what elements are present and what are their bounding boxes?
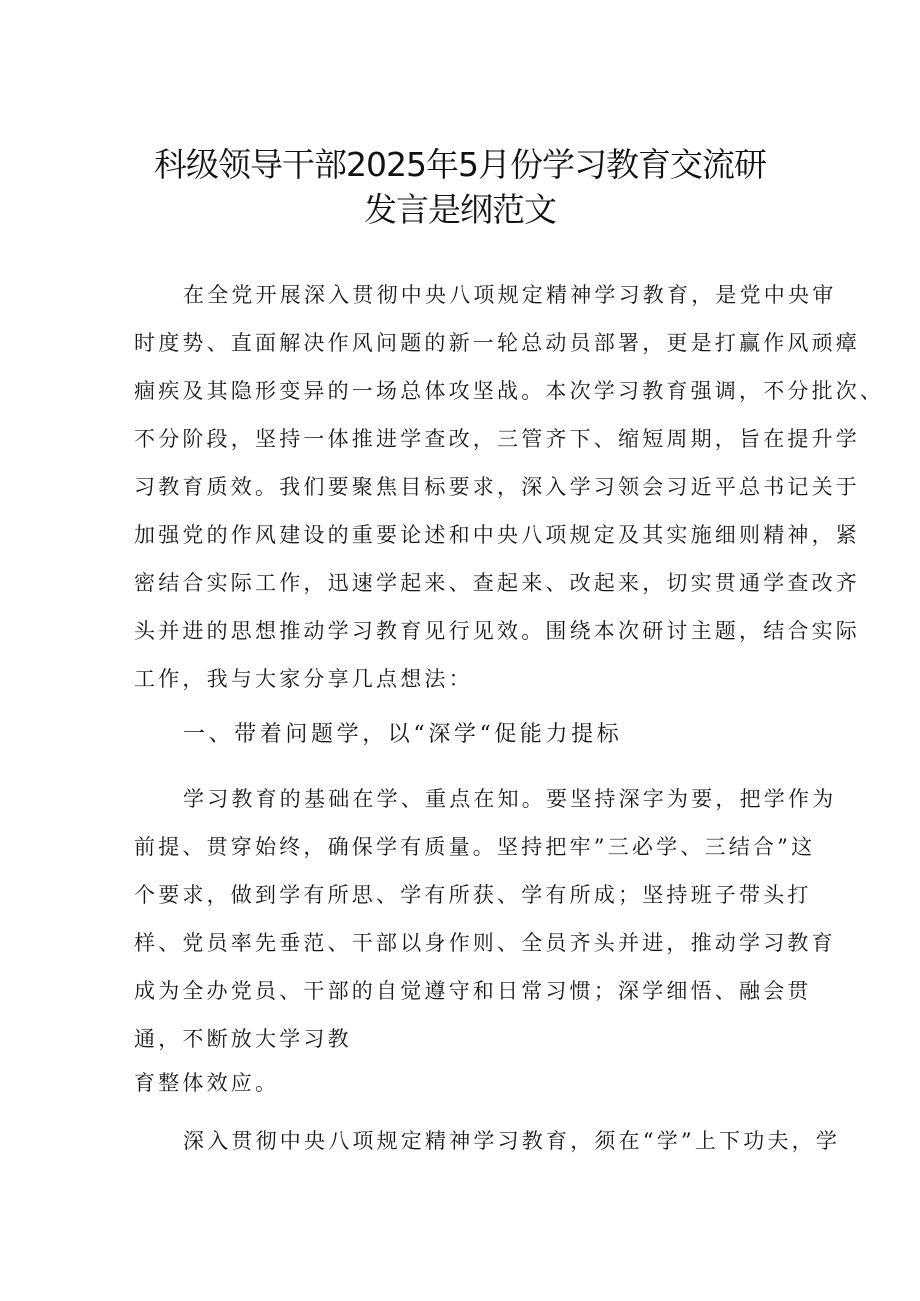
- paragraph-line: 成为全办党员、干部的自觉遵守和日常习惯；深学细悟、融会贯: [134, 979, 812, 1003]
- section-heading-1: 一、带着问题学，以“深学“促能力提标: [183, 722, 623, 747]
- paragraph-line: 在全党开展深入贯彻中央八项规定精神学习教育，是党中央审: [183, 283, 837, 307]
- paragraph-line: 密结合实际工作，迅速学起来、查起来、改起来，切实贯通学查改齐: [134, 571, 860, 595]
- paragraph-line: 不分阶段，坚持一体推进学查改，三管齐下、缩短周期，旨在提升学: [134, 427, 860, 451]
- paragraph-line: 通，不断放大学习教: [134, 1027, 352, 1051]
- document-title-line-2: 发言是纲范文: [364, 190, 556, 229]
- paragraph-line: 深入贯彻中央八项规定精神学习教育，须在“学”上下功夫，学: [183, 1129, 841, 1153]
- paragraph-line: 学习教育的基础在学、重点在知。要坚持深字为要，把学作为: [183, 787, 837, 811]
- paragraph-line: 样、党员率先垂范、干部以身作则、全员齐头并进，推动学习教育: [134, 931, 836, 955]
- paragraph-line: 习教育质效。我们要聚焦目标要求，深入学习领会习近平总书记关于: [134, 475, 860, 499]
- paragraph-line: 个要求，做到学有所思、学有所获、学有所成；坚持班子带头打: [134, 883, 812, 907]
- document-title-line-1: 科级领导干部2025年5月份学习教育交流研: [154, 145, 766, 184]
- paragraph-line: 育整体效应。: [134, 1071, 280, 1095]
- paragraph-line: 前提、贯穿始终，确保学有质量。坚持把牢”三必学、三结合”这: [134, 835, 816, 859]
- paragraph-line: 加强党的作风建设的重要论述和中央八项规定及其实施细则精神，紧: [134, 523, 860, 547]
- paragraph-line: 头并进的思想推动学习教育见行见效。围绕本次研讨主题，结合实际: [134, 619, 860, 643]
- paragraph-line: 痼疾及其隐形变异的一场总体攻坚战。本次学习教育强调，不分批次、: [134, 379, 885, 403]
- paragraph-line: 工作，我与大家分享几点想法：: [134, 667, 473, 691]
- paragraph-line: 时度势、直面解决作风问题的新一轮总动员部署，更是打赢作风顽瘴: [134, 331, 860, 355]
